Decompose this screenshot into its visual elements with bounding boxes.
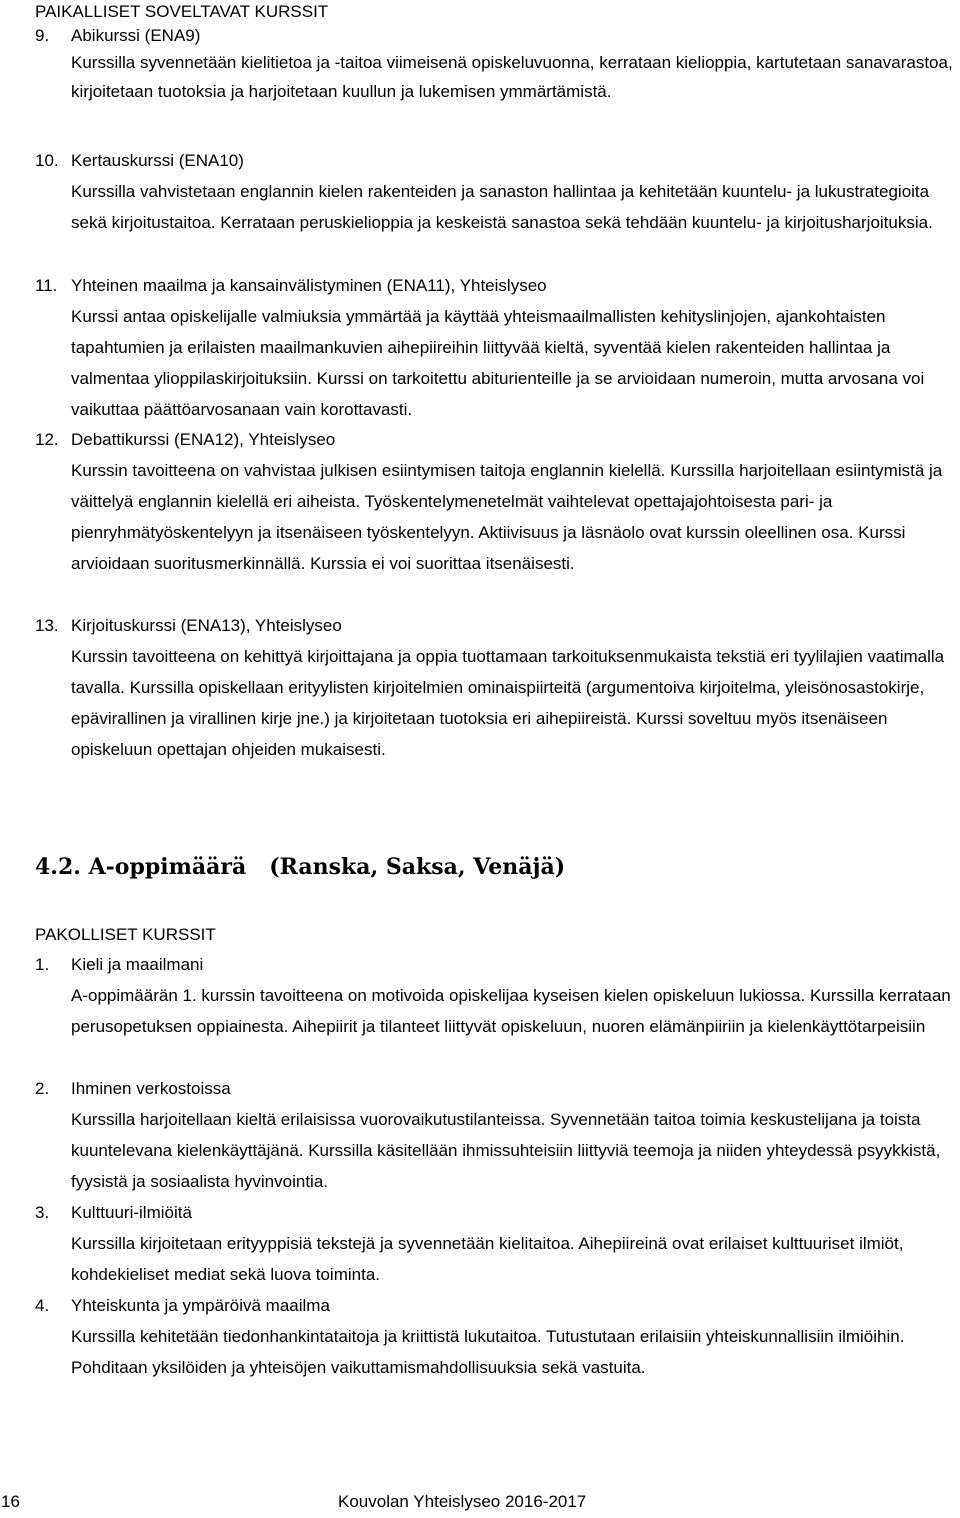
course-number: 4. [35,1296,50,1315]
course-item [35,1197,927,1290]
course-description: Kurssilla harjoitellaan kieltä erilaisissa vuorovaikutustilanteissa. Syvennetään taitoa toimia keskustelijana ja toista kuuntelevana kielenkäyttäjänä. Kurssilla käsitellään ihmissuhteisiin liittyviä teemoja ja niiden yhteydessä psyykkistä, fyysistä ja sosiaalista hyvinvointia. [71,1110,941,1191]
course-item [35,24,955,106]
course-title: Kirjoituskurssi (ENA13), Yhteislyseo [71,616,342,635]
page-footer [0,1492,960,1518]
course-title: Yhteiskunta ja ympäröivä maailma [71,1296,330,1315]
course-item [35,949,955,1042]
course-description: Kurssilla kehitetään tiedonhankintataitoja ja kriittistä lukutaitoa. Tutustutaan erilaisiin yhteiskunnallisiin ilmiöihin. Pohditaan yksilöiden ja yhteisöjen vaikuttamismahdollisuuksia sekä vastuita. [71,1327,905,1377]
section-local-applied-courses [35,0,955,759]
course-title: Kieli ja maailmani [71,955,204,974]
course-item [35,610,955,765]
course-title: Ihminen verkostoissa [71,1079,231,1098]
section-heading: PAKOLLISET KURSSIT [35,925,216,944]
course-description: Kurssi antaa opiskelijalle valmiuksia ymmärtää ja käyttää yhteismaailmallisten kehityslinjojen, ajankohtaisten tapahtumien ja erilaisten maailmankuvien aihepiireihin liittyvää kieltä, syventää kielen rakenteiden hallintaa ja valmentaa ylioppilaskirjoituksiin. Kurssi on tarkoitettu abiturienteille ja se arvioidaan numeroin, mutta arvosana voi vaikuttaa päättöarvosanaan vain korottavasti. [71,307,925,419]
course-item [35,1290,955,1383]
page-number: 16 [1,1492,20,1511]
section-heading: PAIKALLISET SOVELTAVAT KURSSIT [35,2,329,21]
course-item [35,424,955,579]
course-description: Kurssilla syvennetään kielitietoa ja -taitoa viimeisenä opiskeluvuonna, kerrataan kielioppia, kartutetaan sanavarastoa, kirjoitetaan tuotoksia ja harjoitetaan kuullun ja lukemisen ymmärtämistä. [71,53,953,101]
course-description: Kurssin tavoitteena on vahvistaa julkisen esiintymisen taitoja englannin kielellä. Kurssilla harjoitellaan esiintymistä ja väittelyä englannin kielellä eri aiheista. Työskentelymenetelmät vaihtelevat opettajajohtoisesta pari- ja pienryhmätyöskentelyyn ja itsenäiseen työskentelyyn. Aktiivisuus ja läsnäolo ovat kurssin oleellinen osa. Kurssi arvioidaan suoritusmerkinnällä. Kurssia ei voi suorittaa itsenäisesti. [71,461,943,573]
course-title: Kulttuuri-ilmiöitä [71,1203,192,1222]
course-item [35,145,955,238]
course-title: Kertauskurssi (ENA10) [71,151,244,170]
course-description: A-oppimäärän 1. kurssin tavoitteena on motivoida opiskelijaa kyseisen kielen opiskeluun lukiossa. Kurssilla kerrataan perusopetuksen oppiainesta. Aihepiirit ja tilanteet liittyvät opiskeluun, nuoren elämänpiiriin ja kielenkäyttötarpeisiin [71,986,951,1036]
course-number: 13. [35,616,59,635]
section-a-syllabus [35,852,955,1377]
course-title: Abikurssi (ENA9) [71,26,201,45]
course-description: Kurssilla kirjoitetaan erityyppisiä tekstejä ja syvennetään kielitaitoa. Aihepiireinä ovat erilaiset kulttuuriset ilmiöt, kohdekieliset mediat sekä luova toiminta. [71,1234,904,1284]
footer-school-name: Kouvolan Yhteislyseo 2016-2017 [338,1492,587,1511]
course-title: Yhteinen maailma ja kansainvälistyminen (ENA11), Yhteislyseo [71,276,547,295]
course-number: 3. [35,1203,50,1222]
course-description: Kurssin tavoitteena on kehittyä kirjoittajana ja oppia tuottamaan tarkoituksenmukaista tekstiä eri tyylilajien vaatimalla tavalla. Kurssilla opiskellaan erityylisten kirjoitelmien ominaispiirteitä (argumentoiva kirjoitelma, yleisönosastokirje, epävirallinen ja virallinen kirje jne.) ja kirjoitetaan tuotoksia eri aihepiireistä. Kurssi soveltuu myös itsenäiseen opiskeluun opettajan ohjeiden mukaisesti. [71,647,945,759]
course-description: Kurssilla vahvistetaan englannin kielen rakenteiden ja sanaston hallintaa ja kehitetään kuuntelu- ja lukustrategioita sekä kirjoitustaitoa. Kerrataan peruskielioppia ja keskeistä sanastoa sekä tehdään kuuntelu- ja kirjoitusharjoituksia. [71,182,933,232]
course-item [35,1073,955,1197]
course-number: 12. [35,430,59,449]
course-number: 2. [35,1079,50,1098]
course-title: Debattikurssi (ENA12), Yhteislyseo [71,430,336,449]
course-number: 11. [35,276,58,295]
course-item [35,270,960,425]
course-number: 1. [35,955,50,974]
course-number: 10. [35,151,59,170]
section-title: 4.2. A-oppimäärä (Ranska, Saksa, Venäjä) [35,854,566,880]
course-number: 9. [35,26,50,45]
